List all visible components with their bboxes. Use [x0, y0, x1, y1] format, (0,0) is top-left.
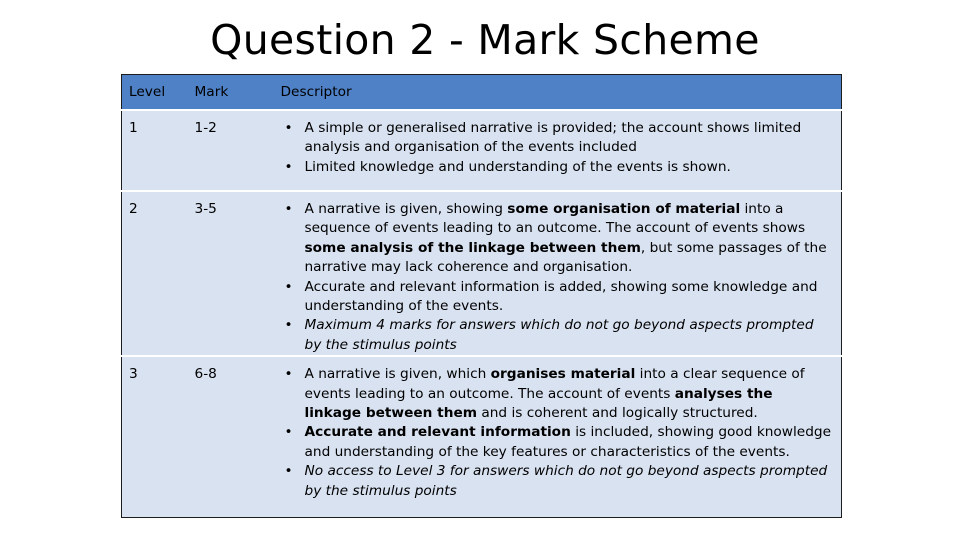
descriptor-text: , but some passages of the narrative may lack coherence and organisation.: [304, 239, 827, 276]
table-header-row: [122, 75, 842, 111]
emphasis-text: analyses the linkage between them: [304, 385, 773, 422]
descriptor-text: Maximum 4 marks for answers which do not go beyond aspects prompted by the stimulus points: [304, 317, 814, 353]
descriptor-text: Limited knowledge and understanding of the events is shown.: [304, 158, 731, 175]
descriptor-text: A narrative is given, showing: [304, 201, 508, 217]
emphasis-text: some organisation of material: [507, 201, 741, 217]
descriptor-bullet: [305, 278, 834, 317]
descriptor-bullet: [305, 316, 834, 355]
header-level: Level: [122, 75, 188, 111]
descriptor-bullet: [305, 158, 834, 177]
descriptor-bullet: [305, 200, 834, 278]
descriptor-text: No access to Level 3 for answers which do not go beyond aspects prompted by the stimulus points: [304, 463, 828, 499]
descriptor-text: and is coherent and logically structured.: [477, 405, 758, 422]
table-row: [122, 191, 842, 356]
descriptor-cell: [274, 356, 842, 518]
descriptor-text: Accurate and relevant information is added, showing some knowledge and understanding of the events.: [304, 278, 818, 315]
header-mark: Mark: [188, 75, 274, 111]
header-descriptor: Descriptor: [274, 75, 842, 111]
descriptor-bullet: [305, 423, 834, 462]
descriptor-list: [281, 365, 842, 501]
descriptor-text: into a sequence of events leading to an outcome. The account of events shows: [304, 201, 806, 237]
descriptor-list: [281, 119, 842, 177]
level-cell: 1: [122, 110, 188, 191]
emphasis-text: Accurate and relevant information: [304, 424, 571, 441]
table-row: [122, 110, 842, 191]
level-cell: 3: [122, 356, 188, 518]
emphasis-text: organises material: [490, 366, 636, 383]
emphasis-text: some analysis of the linkage between them: [304, 239, 641, 256]
level-cell: 2: [122, 191, 188, 356]
descriptor-text: A narrative is given, which: [304, 366, 491, 383]
descriptor-text: A simple or generalised narrative is provided; the account shows limited analysis and organisation of the events included: [304, 120, 802, 156]
descriptor-cell: [274, 110, 842, 191]
mark-scheme-table: [121, 74, 842, 518]
descriptor-text: is included, showing good knowledge and understanding of the key features or characteristics of the events.: [304, 424, 832, 460]
descriptor-text: into a clear sequence of events leading to an outcome. The account of events: [304, 366, 805, 402]
mark-cell: 6-8: [188, 356, 274, 518]
mark-cell: 3-5: [188, 191, 274, 356]
table-row: [122, 356, 842, 518]
mark-cell: 1-2: [188, 110, 274, 191]
descriptor-list: [281, 200, 842, 355]
page-title: Question 2 - Mark Scheme: [210, 16, 760, 64]
descriptor-cell: [274, 191, 842, 356]
descriptor-bullet: [305, 462, 834, 501]
descriptor-bullet: [305, 119, 834, 158]
descriptor-bullet: [305, 365, 834, 423]
